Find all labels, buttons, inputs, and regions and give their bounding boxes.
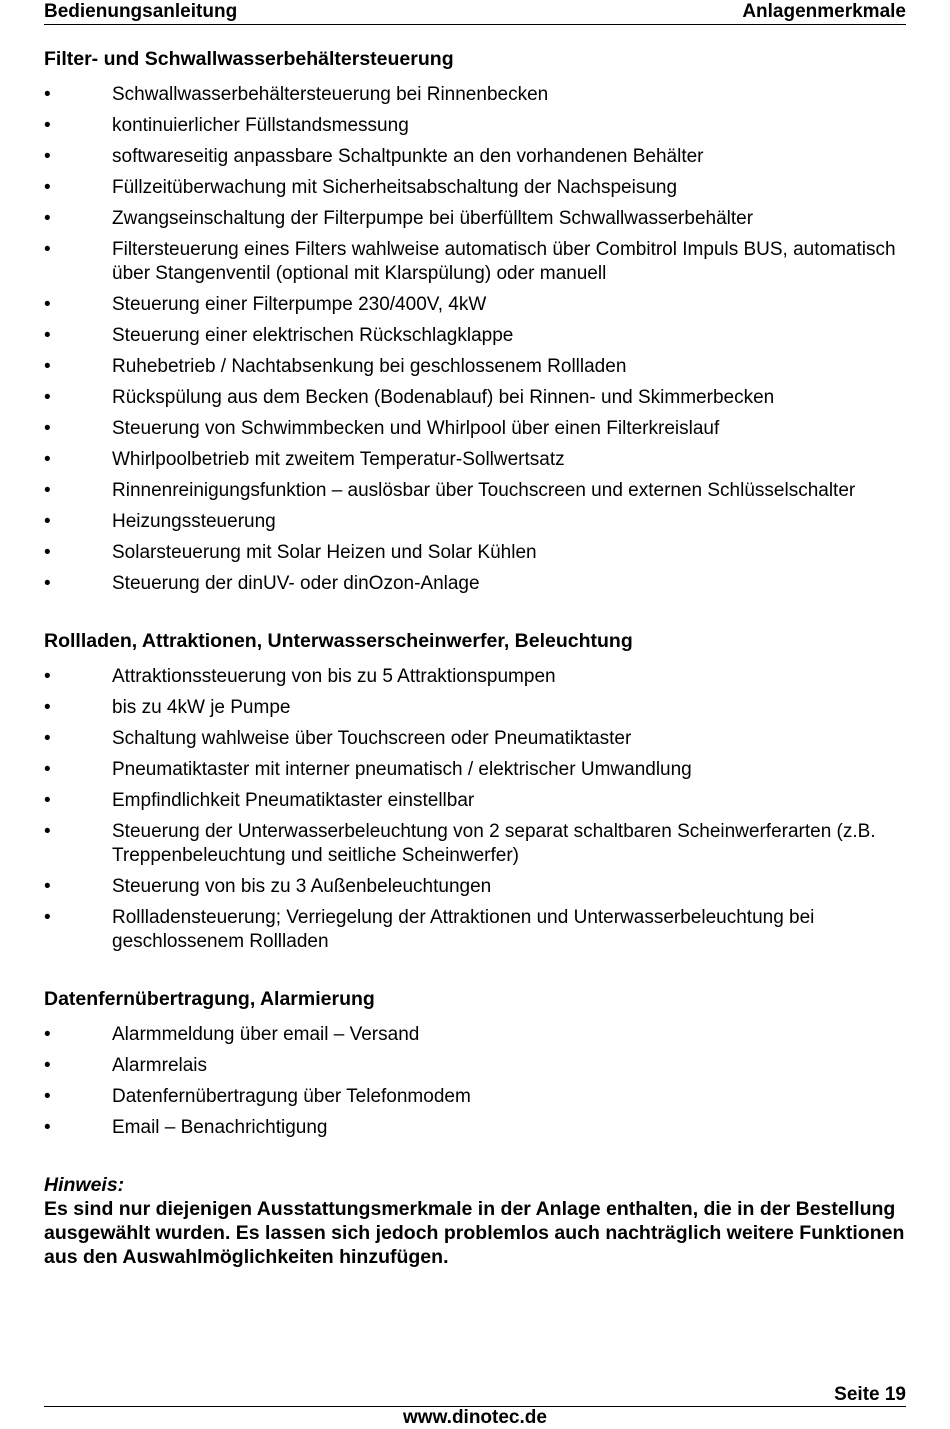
list-item: [44, 727, 906, 751]
list-item-text: Whirlpoolbetrieb mit zweitem Temperatur-Sollwertsatz: [112, 449, 565, 470]
list-item: [44, 448, 906, 472]
list-item: [44, 176, 906, 200]
section-title: Datenfernübertragung, Alarmierung: [44, 988, 375, 1010]
list-item: [44, 114, 906, 138]
bullet-icon: •: [44, 1055, 51, 1076]
list-item: [44, 1054, 906, 1078]
bullet-icon: •: [44, 542, 51, 563]
list-item-text: softwareseitig anpassbare Schaltpunkte an den vorhandenen Behälter: [112, 146, 704, 167]
note-block: [44, 1173, 906, 1269]
list-item-text: Email – Benachrichtigung: [112, 1117, 328, 1138]
list-item: [44, 820, 906, 868]
list-item-text: Rinnenreinigungsfunktion – auslösbar über Touchscreen und externen Schlüsselschalter: [112, 480, 856, 501]
bullet-list: [44, 1023, 906, 1140]
list-item-text: Alarmrelais: [112, 1055, 208, 1076]
list-item-text: Füllzeitüberwachung mit Sicherheitsabschaltung der Nachspeisung: [112, 177, 678, 198]
header-right-title: Anlagenmerkmale: [742, 1, 906, 22]
section-spacer: [44, 961, 906, 987]
list-item-text: Schwallwasserbehältersteuerung bei Rinnenbecken: [112, 84, 549, 105]
list-item-text: Steuerung der dinUV- oder dinOzon-Anlage: [112, 573, 480, 594]
bullet-icon: •: [44, 697, 51, 718]
list-item-text: Steuerung der Unterwasserbeleuchtung von 2 separat schaltbaren Scheinwerferarten (z.B. Treppenbeleuchtung und seitliche Scheinwerfer): [112, 821, 876, 866]
bullet-icon: •: [44, 790, 51, 811]
list-item-text: Attraktionssteuerung von bis zu 5 Attraktionspumpen: [112, 666, 556, 687]
list-item: [44, 1023, 906, 1047]
list-item: [44, 665, 906, 689]
section: [44, 47, 906, 596]
bullet-icon: •: [44, 418, 51, 439]
bullet-icon: •: [44, 387, 51, 408]
list-item-text: Heizungssteuerung: [112, 511, 276, 532]
bullet-icon: •: [44, 907, 51, 928]
bullet-icon: •: [44, 1117, 51, 1138]
list-item-text: Filtersteuerung eines Filters wahlweise automatisch über Combitrol Impuls BUS, automatisch über Stangenventil (optional mit Klarspülung) oder manuell: [112, 239, 896, 284]
bullet-icon: •: [44, 480, 51, 501]
list-item-text: Ruhebetrieb / Nachtabsenkung bei geschlossenem Rollladen: [112, 356, 627, 377]
page-header: [44, 0, 906, 25]
bullet-icon: •: [44, 759, 51, 780]
bullet-icon: •: [44, 208, 51, 229]
list-item: [44, 510, 906, 534]
list-item: [44, 479, 906, 503]
list-item: [44, 1116, 906, 1140]
list-item: [44, 238, 906, 286]
bullet-icon: •: [44, 84, 51, 105]
list-item: [44, 293, 906, 317]
list-item-text: Zwangseinschaltung der Filterpumpe bei überfülltem Schwallwasserbehälter: [112, 208, 754, 229]
bullet-list: [44, 83, 906, 596]
list-item: [44, 417, 906, 441]
list-item-text: Rollladensteuerung; Verriegelung der Attraktionen und Unterwasserbeleuchtung bei geschlossenem Rollladen: [112, 907, 815, 952]
bullet-icon: •: [44, 1024, 51, 1045]
section-spacer: [44, 603, 906, 629]
list-item: [44, 875, 906, 899]
list-item-text: Solarsteuerung mit Solar Heizen und Solar Kühlen: [112, 542, 537, 563]
list-item-text: bis zu 4kW je Pumpe: [112, 697, 291, 718]
bullet-icon: •: [44, 177, 51, 198]
list-item: [44, 145, 906, 169]
list-item-text: Steuerung von Schwimmbecken und Whirlpool über einen Filterkreislauf: [112, 418, 720, 439]
list-item: [44, 83, 906, 107]
bullet-icon: •: [44, 573, 51, 594]
list-item-text: Steuerung einer elektrischen Rückschlagklappe: [112, 325, 514, 346]
list-item: [44, 207, 906, 231]
bullet-icon: •: [44, 294, 51, 315]
list-item-text: Steuerung einer Filterpumpe 230/400V, 4kW: [112, 294, 487, 315]
list-item: [44, 541, 906, 565]
list-item: [44, 696, 906, 720]
header-left-title: Bedienungsanleitung: [44, 1, 238, 22]
bullet-icon: •: [44, 1086, 51, 1107]
section-title: Filter- und Schwallwasserbehältersteuerung: [44, 48, 454, 70]
bullet-icon: •: [44, 728, 51, 749]
note-label: Hinweis:: [44, 1174, 125, 1196]
section: [44, 987, 906, 1140]
section-title: Rollladen, Attraktionen, Unterwasserscheinwerfer, Beleuchtung: [44, 630, 633, 652]
bullet-icon: •: [44, 325, 51, 346]
list-item-text: Datenfernübertragung über Telefonmodem: [112, 1086, 471, 1107]
footer-url: www.dinotec.de: [403, 1407, 547, 1428]
list-item-text: Schaltung wahlweise über Touchscreen oder Pneumatiktaster: [112, 728, 632, 749]
list-item-text: Pneumatiktaster mit interner pneumatisch / elektrischer Umwandlung: [112, 759, 692, 780]
page-number: Seite 19: [834, 1384, 906, 1405]
bullet-icon: •: [44, 146, 51, 167]
list-item: [44, 572, 906, 596]
bullet-icon: •: [44, 821, 51, 842]
bullet-icon: •: [44, 511, 51, 532]
bullet-icon: •: [44, 666, 51, 687]
list-item: [44, 906, 906, 954]
list-item: [44, 324, 906, 348]
list-item: [44, 789, 906, 813]
note-text: Es sind nur diejenigen Ausstattungsmerkmale in der Anlage enthalten, die in der Bestellung ausgewählt wurden. Es lassen sich jedoch problemlos auch nachträglich weitere Funktionen aus den Auswahlmöglichkeiten hinzufügen.: [44, 1198, 905, 1268]
list-item-text: Alarmmeldung über email – Versand: [112, 1024, 420, 1045]
section: [44, 629, 906, 954]
section-spacer: [44, 1147, 906, 1173]
bullet-list: [44, 665, 906, 954]
list-item: [44, 355, 906, 379]
bullet-icon: •: [44, 449, 51, 470]
bullet-icon: •: [44, 876, 51, 897]
list-item: [44, 758, 906, 782]
document-body: [44, 47, 906, 1269]
list-item: [44, 1085, 906, 1109]
list-item-text: Empfindlichkeit Pneumatiktaster einstellbar: [112, 790, 475, 811]
bullet-icon: •: [44, 239, 51, 260]
list-item-text: Rückspülung aus dem Becken (Bodenablauf) bei Rinnen- und Skimmerbecken: [112, 387, 775, 408]
bullet-icon: •: [44, 115, 51, 136]
list-item-text: kontinuierlicher Füllstandsmessung: [112, 115, 409, 136]
bullet-icon: •: [44, 356, 51, 377]
list-item-text: Steuerung von bis zu 3 Außenbeleuchtungen: [112, 876, 492, 897]
list-item: [44, 386, 906, 410]
